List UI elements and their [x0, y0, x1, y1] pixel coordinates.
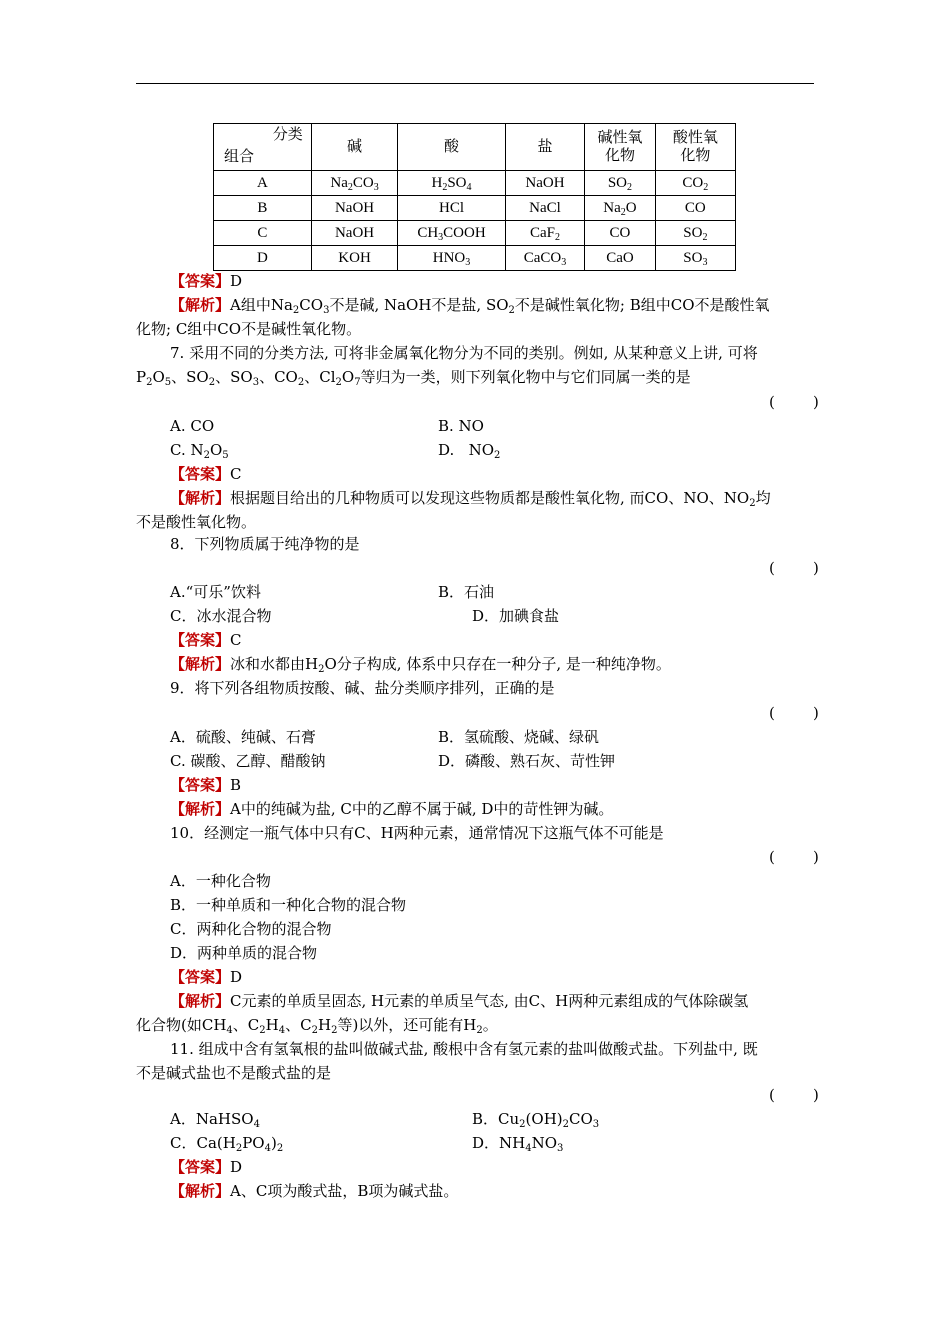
- q6-answer: 【答案】D: [170, 272, 243, 290]
- acid-cell: $H_2SO_4$: [398, 171, 505, 196]
- header-acidic-oxide: 酸性氧 化物: [655, 124, 735, 171]
- q11-stem-line1: 11. 组成中含有氢氧根的盐叫做碱式盐, 酸根中含有氢元素的盐叫做酸式盐。下列盐中, 既: [170, 1040, 758, 1058]
- acid-cell: HCl: [398, 196, 505, 221]
- q7-stem-line2: $P_2O_5$、$SO_2$、$SO_3$、$CO_2$、$Cl_2O_7$等归为一类，则下列氧化物中与它们同属一类的是: [136, 368, 691, 388]
- q8-option-d: D．加碘食盐: [472, 607, 560, 625]
- corner-top-label: 分类: [272, 127, 303, 143]
- q11-option-b: B．$Cu_2(OH)_2CO_3$: [472, 1110, 600, 1130]
- base-cell: NaOH: [311, 221, 397, 246]
- q9-answer: 【答案】B: [170, 776, 242, 794]
- q9-option-b: B．氢硫酸、烧碱、绿矾: [438, 728, 600, 746]
- q11-option-a: A．NaHSO$_4$: [170, 1110, 260, 1130]
- classification-table: [213, 123, 736, 271]
- table-row: [214, 221, 736, 246]
- corner-cell: [214, 124, 312, 171]
- q9-analysis: 【解析】A中的纯碱为盐, C中的乙醇不属于碱, D中的苛性钾为碱。: [170, 800, 614, 818]
- group-cell: D: [214, 246, 312, 271]
- q7-option-c: C. $N_2O_5$: [170, 441, 229, 461]
- salt-cell: NaCl: [505, 196, 584, 221]
- q11-answer: 【答案】D: [170, 1158, 243, 1176]
- table-row: [214, 171, 736, 196]
- base-cell: KOH: [311, 246, 397, 271]
- q7-option-a: A. CO: [170, 417, 215, 435]
- salt-cell: CaCO$_3$: [505, 246, 584, 271]
- q8-option-b: B．石油: [438, 583, 495, 601]
- q8-answer: 【答案】C: [170, 631, 242, 649]
- basic-oxide-cell: $SO_2$: [585, 171, 655, 196]
- acid-cell: $HNO_3$: [398, 246, 505, 271]
- q9-answer-blank: ( ): [769, 704, 819, 722]
- q8-analysis: 【解析】冰和水都由$H_2O$分子构成, 体系中只存在一种分子, 是一种纯净物。: [170, 655, 671, 675]
- acidic-oxide-cell: $CO_2$: [655, 171, 735, 196]
- q7-answer: 【答案】C: [170, 465, 242, 483]
- table-row: [214, 246, 736, 271]
- q7-answer-blank: ( ): [769, 393, 819, 411]
- q10-analysis-line2: 化合物(如$CH_4$、$C_2H_4$、$C_2H_2$等)以外，还可能有$H_2$。: [136, 1016, 498, 1036]
- base-cell: NaOH: [311, 196, 397, 221]
- q10-option-c: C．两种化合物的混合物: [170, 920, 332, 938]
- q9-option-d: D．磷酸、熟石灰、苛性钾: [438, 752, 616, 770]
- q7-option-b: B. NO: [438, 417, 484, 435]
- q9-option-c: C. 碳酸、乙醇、醋酸钠: [170, 752, 326, 770]
- q10-stem: 10．经测定一瓶气体中只有C、H两种元素，通常情况下这瓶气体不可能是: [170, 824, 664, 842]
- salt-cell: NaOH: [505, 171, 584, 196]
- acidic-oxide-cell: $SO_3$: [655, 246, 735, 271]
- basic-oxide-cell: CO: [585, 221, 655, 246]
- q10-answer: 【答案】D: [170, 968, 243, 986]
- group-cell: C: [214, 221, 312, 246]
- q10-analysis-line1: 【解析】C元素的单质呈固态, H元素的单质呈气态, 由C、H两种元素组成的气体除碳氢: [170, 992, 749, 1010]
- group-cell: A: [214, 171, 312, 196]
- q10-option-b: B．一种单质和一种化合物的混合物: [170, 896, 407, 914]
- q8-stem: 8．下列物质属于纯净物的是: [170, 535, 360, 553]
- header-salt: 盐: [505, 124, 584, 171]
- corner-bottom-label: 组合: [224, 149, 255, 165]
- q6-analysis-line2: 化物; C组中CO不是碱性氧化物。: [136, 320, 362, 338]
- acidic-oxide-cell: $SO_2$: [655, 221, 735, 246]
- table-header-row: [214, 124, 736, 171]
- q10-option-a: A．一种化合物: [170, 872, 271, 890]
- basic-oxide-cell: CaO: [585, 246, 655, 271]
- base-cell: $Na_2CO_3$: [311, 171, 397, 196]
- q10-option-d: D．两种单质的混合物: [170, 944, 318, 962]
- q11-analysis: 【解析】A、C项为酸式盐，B项为碱式盐。: [170, 1182, 459, 1200]
- acid-cell: $CH_3COOH$: [398, 221, 505, 246]
- q7-option-d: D. $NO_2$: [438, 441, 501, 461]
- header-rule: [136, 83, 814, 84]
- table-row: [214, 196, 736, 221]
- group-cell: B: [214, 196, 312, 221]
- header-acid: 酸: [398, 124, 505, 171]
- header-base: 碱: [311, 124, 397, 171]
- q11-option-c: C．$Ca(H_2PO_4)_2$: [170, 1134, 284, 1154]
- q11-option-d: D．$NH_4NO_3$: [472, 1134, 564, 1154]
- q8-option-a: A.“可乐”饮料: [170, 583, 261, 601]
- basic-oxide-cell: $Na_2O$: [585, 196, 655, 221]
- q7-analysis-line1: 【解析】根据题目给出的几种物质可以发现这些物质都是酸性氧化物, 而CO、NO、$NO_2$均: [170, 489, 771, 509]
- q11-stem-line2: 不是碱式盐也不是酸式盐的是: [136, 1064, 332, 1082]
- q9-option-a: A．硫酸、纯碱、石膏: [170, 728, 316, 746]
- q8-answer-blank: ( ): [769, 559, 819, 577]
- header-basic-oxide: 碱性氧 化物: [585, 124, 655, 171]
- q7-stem-line1: 7. 采用不同的分类方法, 可将非金属氧化物分为不同的类别。例如, 从某种意义上讲, 可将: [170, 344, 758, 362]
- q9-stem: 9．将下列各组物质按酸、碱、盐分类顺序排列，正确的是: [170, 679, 555, 697]
- acidic-oxide-cell: CO: [655, 196, 735, 221]
- q8-option-c: C．冰水混合物: [170, 607, 272, 625]
- q10-answer-blank: ( ): [769, 848, 819, 866]
- salt-cell: CaF$_2$: [505, 221, 584, 246]
- q11-answer-blank: ( ): [769, 1086, 819, 1104]
- q7-analysis-line2: 不是酸性氧化物。: [136, 513, 257, 531]
- q6-analysis-line1: 【解析】A组中$Na_2CO_3$不是碱, NaOH不是盐, $SO_2$不是碱性氧化物; B组中CO不是酸性氧: [170, 296, 770, 316]
